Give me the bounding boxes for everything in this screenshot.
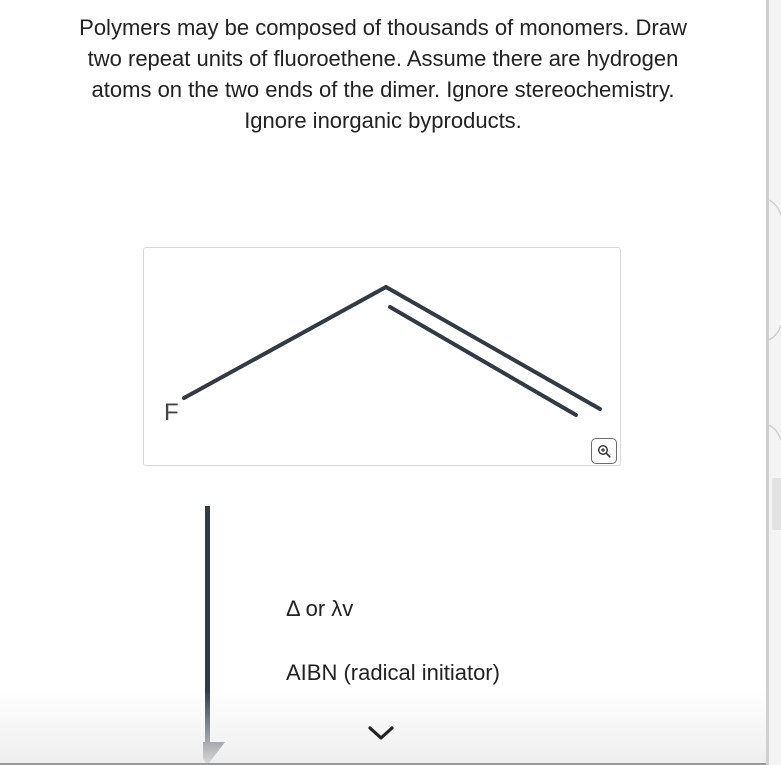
- reaction-arrow: [203, 506, 243, 765]
- arrow-head-icon: [203, 742, 225, 765]
- molecule-structure-panel: [143, 247, 621, 466]
- zoom-in-icon: [597, 444, 611, 458]
- single-bond: [184, 287, 386, 398]
- chevron-down-icon[interactable]: [366, 722, 396, 744]
- side-panel-edge: [766, 0, 781, 480]
- question-line: Ignore inorganic byproducts.: [244, 108, 522, 133]
- fluoroethene-structure: [144, 248, 620, 465]
- question-line: atoms on the two ends of the dimer. Ignore stereochemistry.: [91, 77, 675, 102]
- zoom-button[interactable]: [591, 438, 617, 464]
- question-line: two repeat units of fluoroethene. Assume there are hydrogen: [87, 46, 679, 71]
- fluorine-atom-label: F: [164, 399, 179, 426]
- double-bond-inner: [390, 307, 576, 415]
- question-line: Polymers may be composed of thousands of monomers. Draw: [79, 15, 687, 40]
- reaction-condition-heat-light: Δ or λv: [286, 596, 354, 621]
- question-text: [28, 12, 738, 136]
- scrollbar-thumb[interactable]: [772, 478, 781, 530]
- reaction-condition-initiator: AIBN (radical initiator): [286, 660, 500, 685]
- double-bond-outer: [386, 287, 600, 409]
